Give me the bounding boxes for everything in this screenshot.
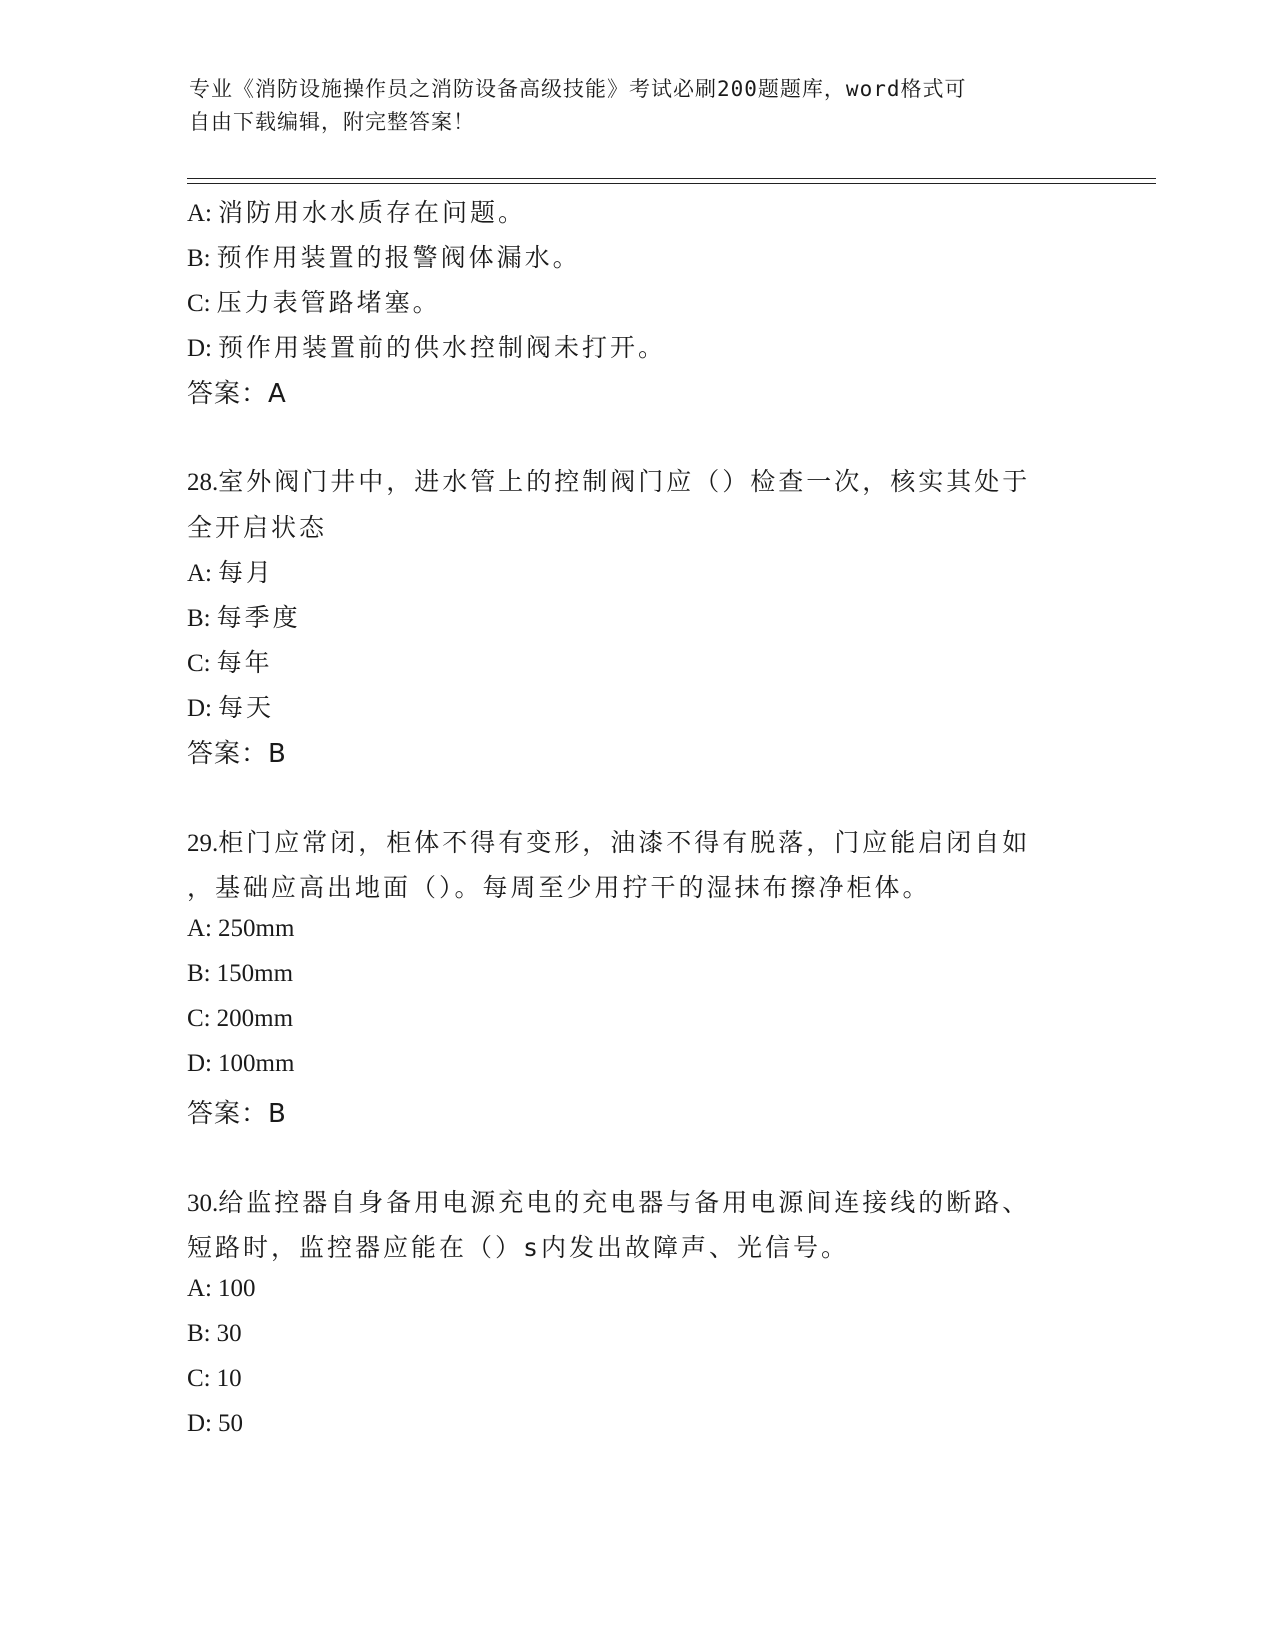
q27-option-b: B: 预作用装置的报警阀体漏水。 bbox=[187, 243, 581, 272]
header-line-1: 专业《消防设施操作员之消防设备高级技能》考试必刷200题题库，word格式可 bbox=[189, 77, 967, 101]
q28-option-c: C: 每年 bbox=[187, 648, 273, 677]
q28-option-a: A: 每月 bbox=[187, 558, 275, 587]
q29-option-d: D: 100mm bbox=[187, 1050, 295, 1077]
header-rule-top bbox=[187, 178, 1156, 179]
q30-option-c: C: 10 bbox=[187, 1365, 242, 1392]
q30-option-b: B: 30 bbox=[187, 1320, 242, 1347]
q29-stem-line-1: 29.柜门应常闭，柜体不得有变形，油漆不得有脱落，门应能启闭自如 bbox=[187, 828, 1031, 857]
q27-option-d: D: 预作用装置前的供水控制阀未打开。 bbox=[187, 333, 667, 362]
header-rule-bottom bbox=[187, 183, 1156, 184]
q29-option-c: C: 200mm bbox=[187, 1005, 294, 1032]
q27-option-a: A: 消防用水水质存在问题。 bbox=[187, 198, 527, 227]
q28-option-d: D: 每天 bbox=[187, 693, 275, 722]
q29-option-a: A: 250mm bbox=[187, 915, 295, 942]
q30-option-a: A: 100 bbox=[187, 1275, 256, 1302]
q30-stem-line-2: 短路时，监控器应能在（）s内发出故障声、光信号。 bbox=[187, 1233, 850, 1262]
q29-stem-line-2: ，基础应高出地面（）。每周至少用拧干的湿抹布擦净柜体。 bbox=[187, 873, 931, 902]
q27-option-c: C: 压力表管路堵塞。 bbox=[187, 288, 441, 317]
q29-option-b: B: 150mm bbox=[187, 960, 294, 987]
q29-answer: 答案：B bbox=[187, 1099, 287, 1129]
q30-option-d: D: 50 bbox=[187, 1410, 243, 1437]
q28-option-b: B: 每季度 bbox=[187, 603, 301, 632]
q27-answer: 答案：A bbox=[187, 379, 287, 409]
q28-answer: 答案：B bbox=[187, 739, 287, 769]
q28-stem-line-2: 全开启状态 bbox=[187, 513, 328, 542]
document-header bbox=[189, 73, 1089, 139]
q28-stem-line-1: 28.室外阀门井中，进水管上的控制阀门应（）检查一次，核实其处于 bbox=[187, 467, 1031, 496]
header-line-2: 自由下载编辑，附完整答案！ bbox=[189, 110, 475, 134]
q30-stem-line-1: 30.给监控器自身备用电源充电的充电器与备用电源间连接线的断路、 bbox=[187, 1188, 1031, 1217]
